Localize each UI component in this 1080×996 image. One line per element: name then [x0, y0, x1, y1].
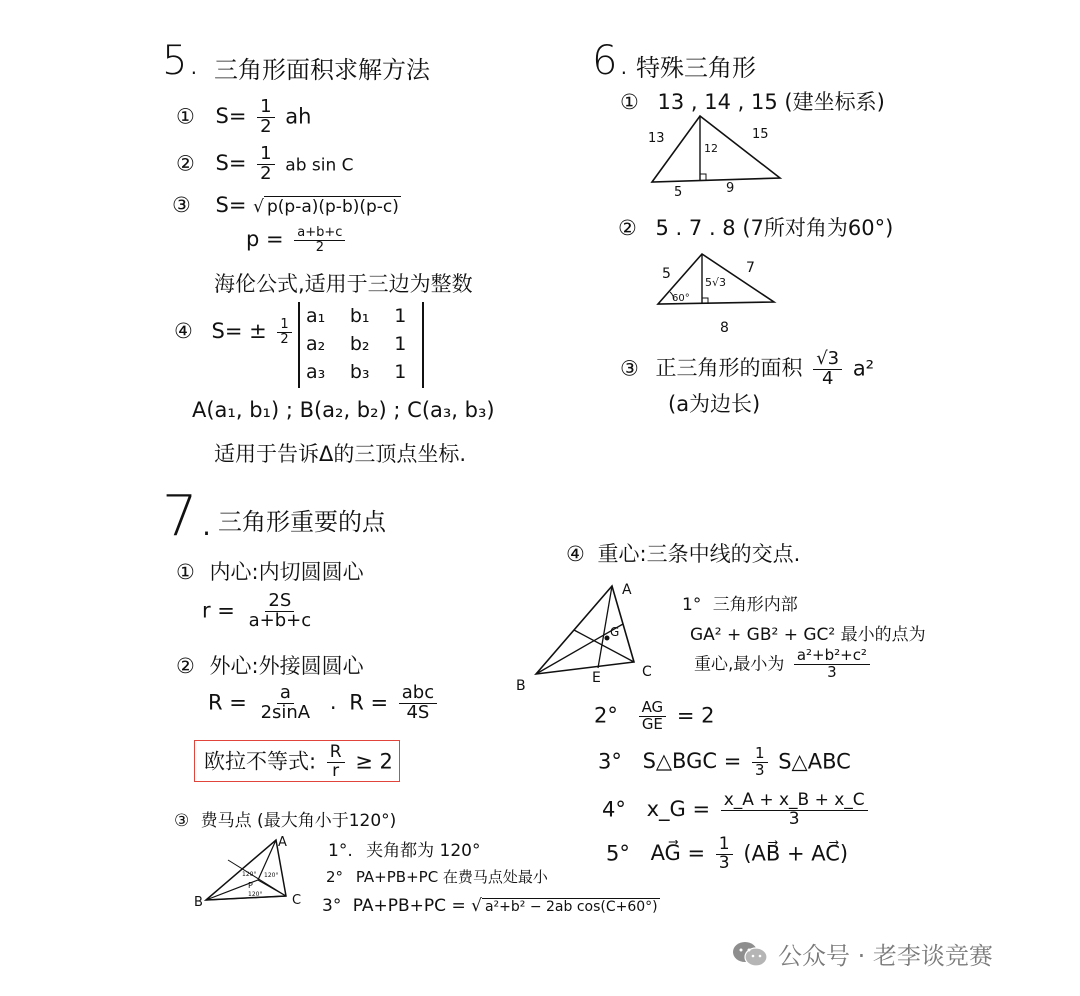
fraction: $\frac{a+b+c}{2}$ [294, 226, 345, 254]
p-definition [246, 226, 349, 254]
fraction: $\frac{a}{2\sin A}$ [260, 682, 311, 723]
fraction: $\frac{1}{3}$ [752, 746, 768, 779]
equilateral-area [620, 350, 874, 389]
marker: ④ [174, 319, 193, 344]
fermat-note-1 [328, 836, 481, 861]
lhs: R = [208, 690, 247, 715]
marker: ② [176, 654, 195, 678]
section6-number: 6. [592, 38, 631, 84]
marker: ③ [620, 356, 639, 381]
tail: a² [852, 356, 875, 381]
fraction-2: $\frac{\text{abc}}{4S}$ [399, 684, 437, 723]
text: 13 , 14 , 15 (建坐标系) [657, 90, 885, 114]
height-label: 5√3 [705, 276, 727, 289]
centroid-note-1 [682, 590, 798, 615]
wechat-icon [732, 941, 768, 967]
separator: . [329, 690, 337, 715]
radicand: a²+b² − 2ab cos(C+60°) [482, 898, 660, 915]
side-right-label: 15 [752, 127, 769, 142]
tail: ≥ 2 [355, 749, 393, 774]
marker: ③ [172, 193, 191, 217]
vertex-b-label: B [194, 895, 203, 910]
section5-number: 5. [162, 38, 201, 84]
det-cell: 1 [394, 305, 407, 327]
fraction: $\frac{AG}{GE}$ [639, 700, 667, 733]
equilateral-note: (a为边长) [668, 392, 761, 416]
centroid-note-4 [602, 792, 872, 829]
watermark-text: 公众号 · 老李谈竞赛 [778, 942, 993, 970]
note-number: 3° [598, 749, 622, 774]
det-row [300, 330, 422, 358]
vertex-c-label: C [292, 893, 302, 908]
text: 重心:三条中线的交点. [597, 542, 801, 566]
area-formula-1 [176, 98, 311, 137]
fermat-note-3: 3° PA+PB+PC = √ a²+b² − 2ab cos(C+60°) [322, 896, 658, 916]
fraction: $\frac{1}{3}$ [716, 836, 733, 873]
point-p-label: P [248, 881, 253, 890]
centroid-line [566, 538, 800, 568]
note-text: 三角形内部 [712, 595, 798, 615]
text: 内心:内切圆圆心 [209, 560, 364, 584]
text: 欧拉不等式: [204, 749, 317, 774]
section6-title: 特殊三角形 [636, 54, 756, 82]
note-number: 2° [594, 703, 618, 728]
centroid-note-3 [598, 746, 851, 779]
area-formula-4 [174, 318, 296, 346]
centroid-note-2 [594, 700, 715, 733]
fraction: $\frac{1}{2}$ [257, 98, 274, 137]
height-label: 12 [704, 142, 718, 155]
side-left-label: 13 [648, 131, 665, 146]
area-formula-2 [176, 145, 354, 184]
marker: ① [620, 90, 639, 114]
centroid-note-1c [694, 648, 874, 681]
note-text: PA+PB+PC 在费马点处最小 [355, 868, 548, 886]
heron-note: 海伦公式,适用于三边为整数 [214, 272, 473, 296]
lhs: S= ± [211, 319, 267, 344]
det-row [300, 358, 422, 386]
fraction: $\frac{1}{2}$ [257, 145, 274, 184]
base-label: 8 [720, 320, 729, 336]
note-number: 1°. [328, 841, 353, 861]
fermat-note-2 [326, 866, 548, 887]
lhs: r = [202, 598, 235, 623]
side-left-label: 5 [662, 266, 671, 282]
note-lhs: AG⃗ = [650, 841, 706, 866]
note-text: 重心,最小为 [694, 654, 785, 675]
det-cell: b₃ [349, 361, 370, 383]
fraction: $\frac{\text{a²+b²+c²}}{3}$ [794, 648, 870, 681]
note-number: 1° [682, 595, 702, 615]
point-e-label: E [592, 670, 601, 686]
side-right-label: 7 [746, 260, 755, 276]
vertex-b-label: B [516, 678, 526, 694]
note-lhs: S△BGC = [642, 749, 742, 774]
centroid-figure [512, 572, 672, 696]
incenter-line [176, 556, 364, 586]
det-cell: b₁ [349, 305, 370, 327]
marker: ④ [566, 542, 585, 566]
centroid-note-5 [606, 836, 848, 873]
det-cell: a₁ [306, 305, 326, 327]
fraction: $\frac{√3}{4}$ [813, 350, 842, 389]
det-row [300, 302, 422, 330]
vertex-a-label: A [278, 835, 287, 850]
det-cell: a₃ [306, 361, 326, 383]
circumradius-formulas [208, 684, 441, 723]
lhs: S= [215, 104, 247, 129]
vertex-coordinates: A(a₁, b₁) ; B(a₂, b₂) ; C(a₃, b₃) [192, 398, 495, 422]
text: 外心:外接圆圆心 [209, 654, 364, 678]
note-number: 5° [606, 841, 630, 866]
det-cell: 1 [394, 361, 407, 383]
radicand: p(p-a)(p-b)(p-c) [264, 196, 401, 217]
fermat-point-figure [188, 830, 304, 916]
note-number: 3° [322, 896, 342, 916]
vertices-note: 适用于告诉Δ的三顶点坐标. [214, 442, 467, 466]
point-g-label: G [610, 625, 620, 639]
note-lhs: PA+PB+PC = [352, 896, 466, 916]
text: 费马点 (最大角小于120°) [200, 811, 397, 831]
base-left-label: 5 [674, 185, 683, 200]
lhs-2: R = [349, 690, 389, 715]
note-number: 2° [326, 868, 344, 886]
det-cell: b₂ [349, 333, 370, 355]
text: 5 . 7 . 8 (7所对角为60°) [655, 216, 894, 240]
fraction: $\frac{x\_A + x\_B + x\_C}{3}$ [721, 792, 868, 829]
euler-inequality [204, 744, 393, 781]
determinant [298, 302, 424, 388]
area-formula-3: ③ S= √ p(p-a)(p-b)(p-c) [172, 193, 399, 217]
det-cell: a₂ [306, 333, 326, 355]
marker: ② [618, 216, 637, 240]
rest: ah [285, 104, 312, 129]
tail: (AB⃗ + AC⃗) [743, 841, 849, 866]
marker: ② [176, 151, 195, 176]
section5-title: 三角形面积求解方法 [214, 56, 430, 84]
special-triangle-2 [618, 212, 893, 242]
centroid-note-1b: GA² + GB² + GC² 最小的点为 [690, 625, 926, 645]
det-cell: 1 [394, 333, 407, 355]
lhs: S= [215, 151, 247, 176]
triangle-5-7-8-figure [652, 248, 782, 334]
text: 正三角形的面积 [655, 356, 803, 381]
angle-label: 120° [248, 891, 263, 898]
marker: ① [176, 560, 195, 584]
lhs: S= [215, 193, 247, 217]
section7-number: 7. [162, 484, 216, 549]
angle-label: 120° [242, 871, 257, 878]
fraction: $\frac{R}{r}$ [327, 744, 345, 781]
marker: ① [176, 104, 195, 129]
base-right-label: 9 [726, 181, 735, 196]
fermat-line [174, 806, 396, 831]
watermark [732, 936, 993, 971]
angle-label: 120° [264, 872, 279, 879]
vertex-a-label: A [622, 582, 632, 598]
tail: = 2 [676, 703, 715, 728]
note-text: 夹角都为 120° [366, 841, 481, 861]
lhs: p = [246, 227, 284, 252]
tail: S△ABC [778, 749, 851, 774]
rest: ab sin C [285, 155, 354, 176]
fraction: $\frac{2S}{a+b+c}$ [248, 590, 312, 631]
circumcenter-line [176, 650, 364, 680]
note-number: 4° [602, 797, 626, 822]
inradius-formula [202, 592, 318, 631]
marker: ③ [174, 811, 190, 831]
section7-title: 三角形重要的点 [218, 508, 386, 536]
fraction: $\frac{1}{2}$ [277, 318, 291, 346]
note-lhs: x_G = [646, 797, 711, 822]
angle-label: 60° [672, 293, 690, 304]
triangle-13-14-15-figure [640, 112, 790, 200]
vertex-c-label: C [642, 664, 652, 680]
